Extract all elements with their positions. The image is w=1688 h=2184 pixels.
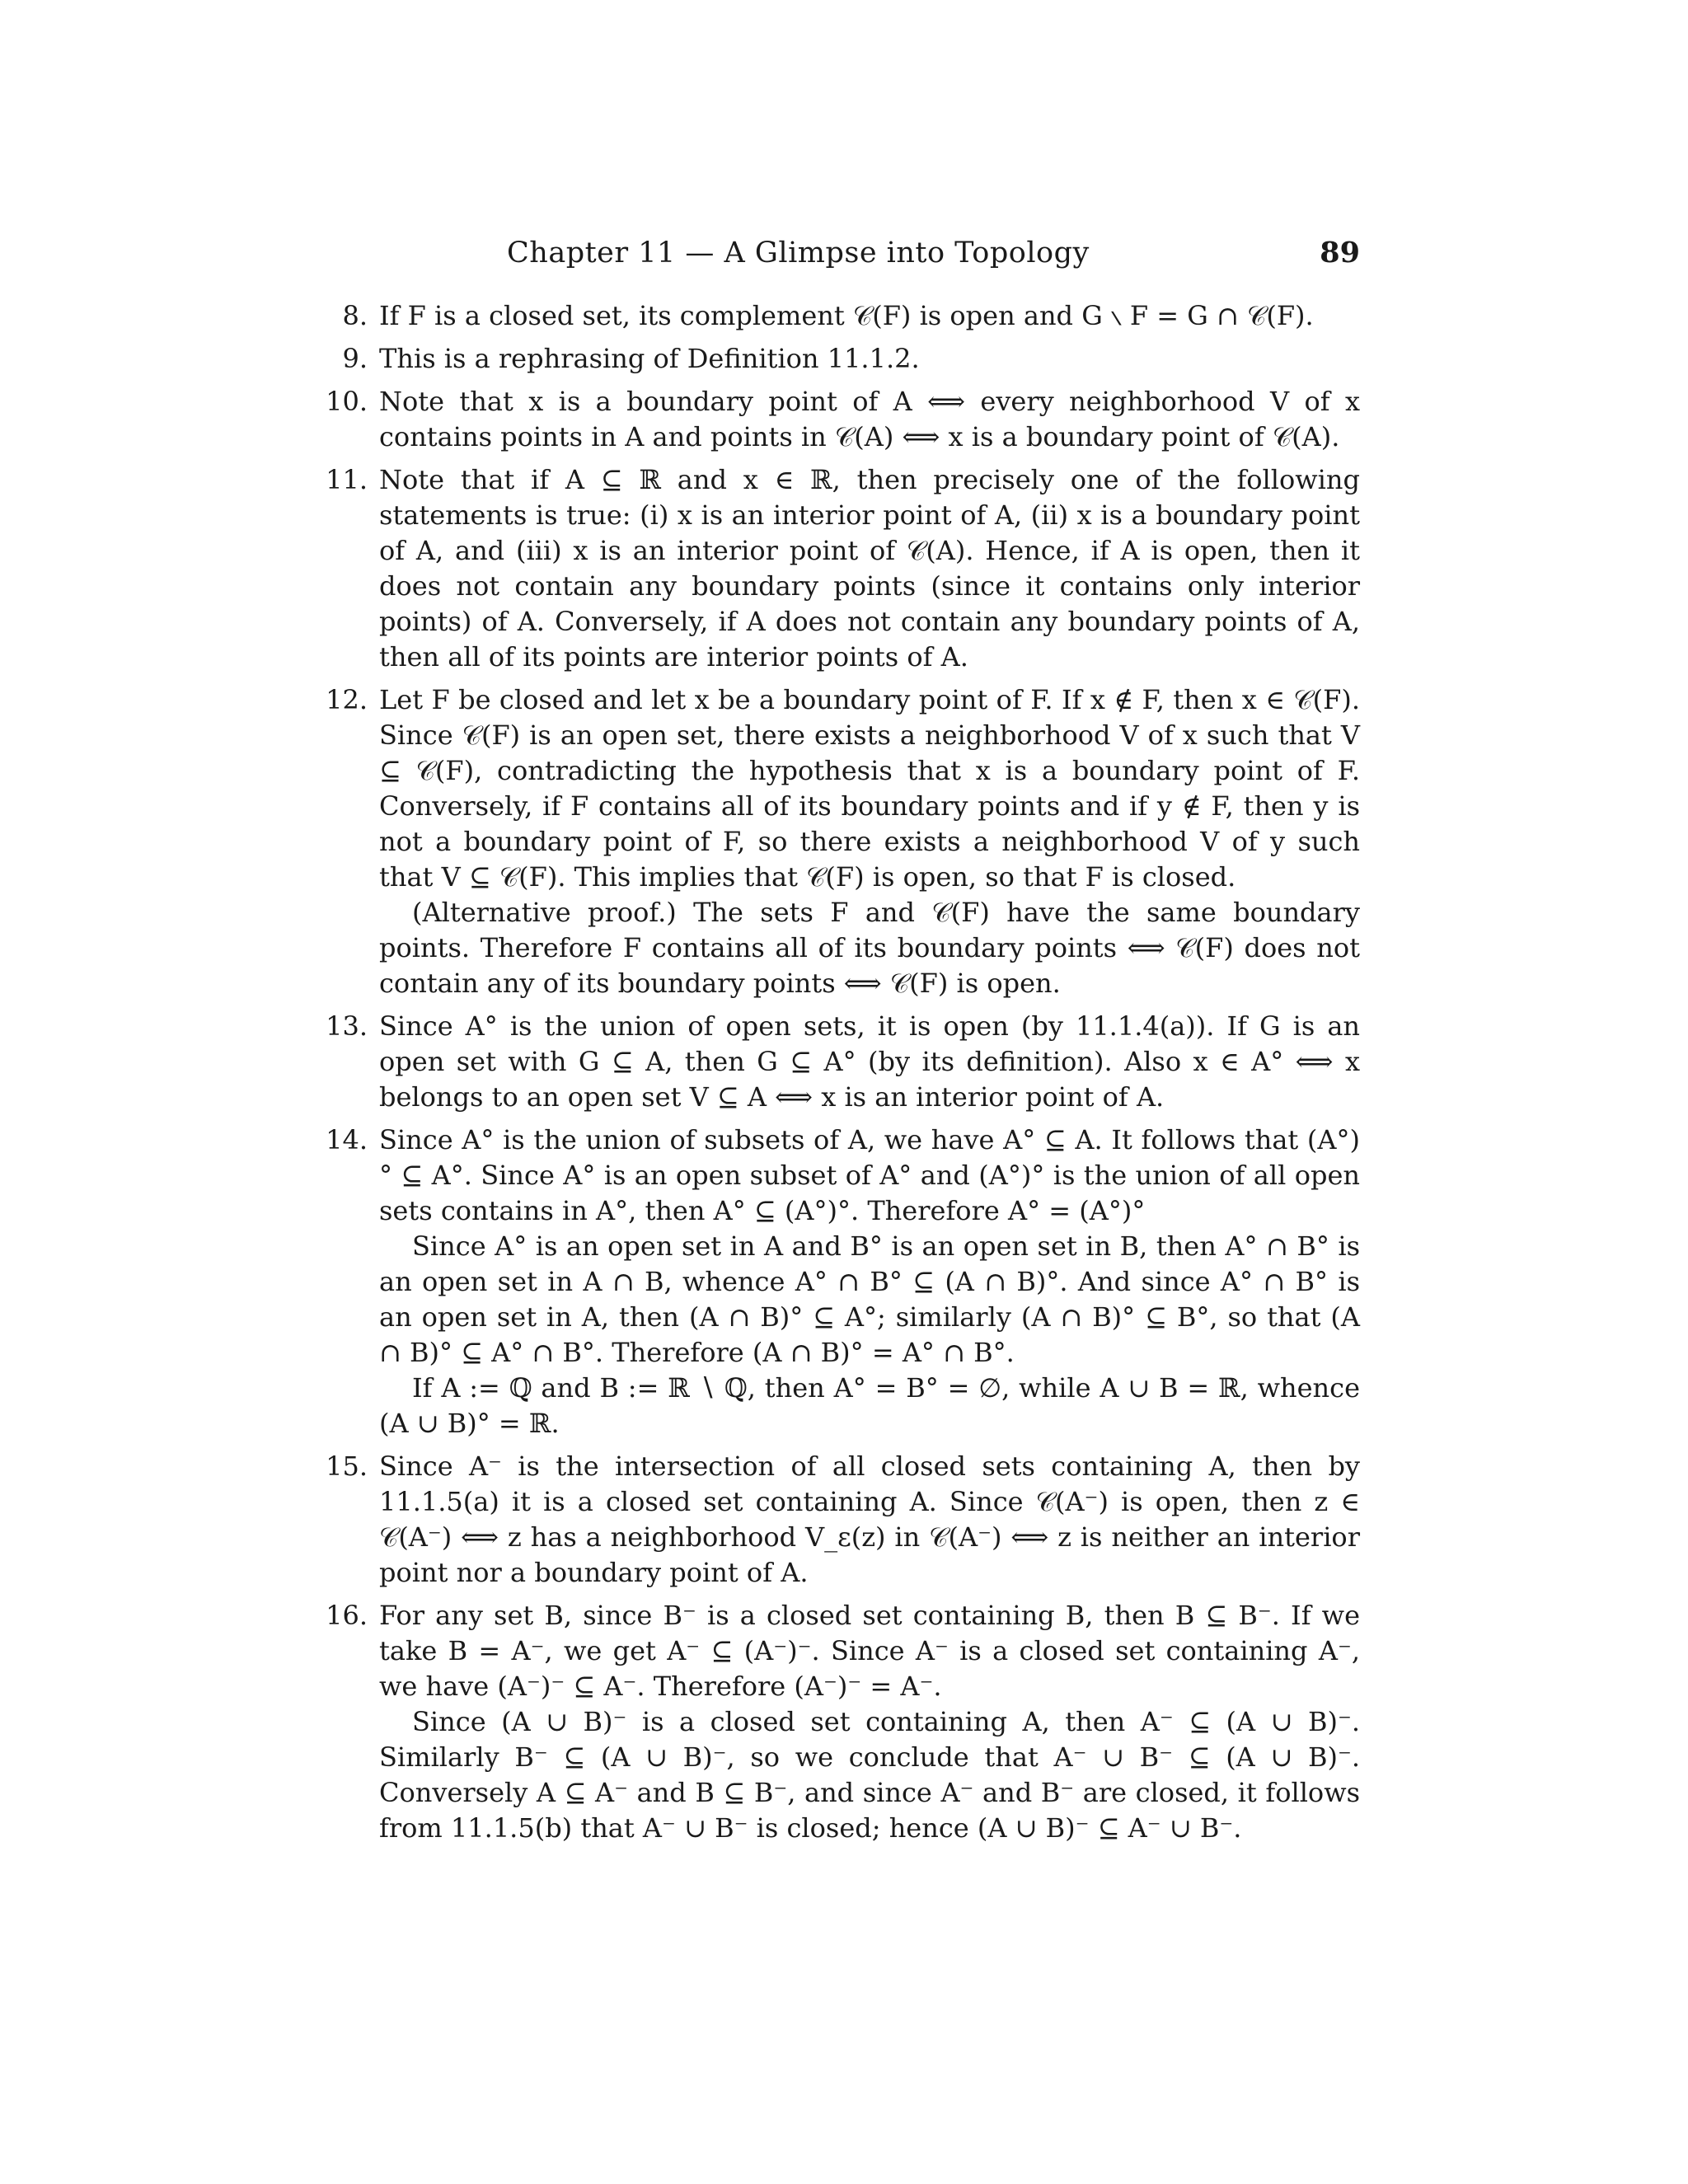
item-paragraph: Note that if A ⊆ ℝ and x ∈ ℝ, then precisely one of the following statements is true: (i) x is an interior point of A, (ii) x is a boundary point of A, and (iii) x is an interior point of 𝒞(A). Hence, if A is open, then it does not contain any boundary points (since it contains only interior points) of A. Conversely, if A does not contain any boundary points of A, then all of its points are interior points of A.: [379, 464, 1360, 673]
item-content: [379, 298, 1360, 334]
solution-item-11: [313, 462, 1360, 675]
page-number: 89: [1320, 236, 1360, 269]
item-content: [379, 341, 1360, 377]
item-number: 13.: [326, 1010, 368, 1042]
item-paragraph: If A := ℚ and B := ℝ ∖ ℚ, then A° = B° = ∅, while A ∪ B = ℝ, whence (A ∪ B)° = ℝ.: [379, 1372, 1360, 1439]
item-paragraph: Since A° is an open set in A and B° is an open set in B, then A° ∩ B° is an open set in A ∩ B, whence A° ∩ B° ⊆ (A ∩ B)°. And since A° ∩ B° is an open set in A, then (A ∩ B)° ⊆ A°; similarly (A ∩ B)° ⊆ B°, so that (A ∩ B)° ⊆ A° ∩ B°. Therefore (A ∩ B)° = A° ∩ B°.: [379, 1230, 1360, 1368]
solution-item-8: [313, 298, 1360, 334]
item-paragraph: For any set B, since B⁻ is a closed set containing B, then B ⊆ B⁻. If we take B = A⁻, we get A⁻ ⊆ (A⁻)⁻. Since A⁻ is a closed set containing A⁻, we have (A⁻)⁻ ⊆ A⁻. Therefore (A⁻)⁻ = A⁻.: [379, 1600, 1360, 1702]
solution-item-15: [313, 1449, 1360, 1591]
item-number: 8.: [342, 300, 368, 331]
item-content: [379, 384, 1360, 455]
item-paragraph: Since A° is the union of subsets of A, we have A° ⊆ A. It follows that (A°)° ⊆ A°. Since A° is an open subset of A° and (A°)° is the union of all open sets contains in A°, then A° ⊆ (A°)°. Therefore A° = (A°)°: [379, 1124, 1360, 1226]
item-content: [379, 1009, 1360, 1115]
item-content: [379, 1598, 1360, 1846]
item-number: 11.: [326, 464, 368, 495]
item-paragraph: If F is a closed set, its complement 𝒞(F) is open and G ∖ F = G ∩ 𝒞(F).: [379, 300, 1314, 331]
item-paragraph: Since A⁻ is the intersection of all closed sets containing A, then by 11.1.5(a) it is a closed set containing A. Since 𝒞(A⁻) is open, then z ∈ 𝒞(A⁻) ⟺ z has a neighborhood V_ε(z) in 𝒞(A⁻) ⟺ z is neither an interior point nor a boundary point of A.: [379, 1451, 1360, 1588]
item-paragraph: Let F be closed and let x be a boundary point of F. If x ∉ F, then x ∈ 𝒞(F). Since 𝒞(F) is an open set, there exists a neighborhood V of x such that V ⊆ 𝒞(F), contradicting the hypothesis that x is a boundary point of F. Conversely, if F contains all of its boundary points and if y ∉ F, then y is not a boundary point of F, so there exists a neighborhood V of y such that V ⊆ 𝒞(F). This implies that 𝒞(F) is open, so that F is closed.: [379, 684, 1360, 893]
solution-item-9: [313, 341, 1360, 377]
solution-item-16: [313, 1598, 1360, 1846]
item-number: 12.: [326, 684, 368, 715]
item-paragraph: (Alternative proof.) The sets F and 𝒞(F) have the same boundary points. Therefore F contains all of its boundary points ⟺ 𝒞(F) does not contain any of its boundary points ⟺ 𝒞(F) is open.: [379, 897, 1360, 999]
item-paragraph: Note that x is a boundary point of A ⟺ every neighborhood V of x contains points in A and points in 𝒞(A) ⟺ x is a boundary point of 𝒞(A).: [379, 386, 1360, 452]
item-number: 10.: [326, 386, 368, 417]
item-paragraph: Since (A ∪ B)⁻ is a closed set containing A, then A⁻ ⊆ (A ∪ B)⁻. Similarly B⁻ ⊆ (A ∪ B)⁻, so we conclude that A⁻ ∪ B⁻ ⊆ (A ∪ B)⁻. Conversely A ⊆ A⁻ and B ⊆ B⁻, and since A⁻ and B⁻ are closed, it follows from 11.1.5(b) that A⁻ ∪ B⁻ is closed; hence (A ∪ B)⁻ ⊆ A⁻ ∪ B⁻.: [379, 1706, 1360, 1844]
item-content: [379, 682, 1360, 1001]
item-number: 14.: [326, 1124, 368, 1155]
solution-list: [313, 298, 1360, 1854]
solution-item-14: [313, 1122, 1360, 1441]
item-number: 16.: [326, 1600, 368, 1631]
item-content: [379, 462, 1360, 675]
item-number: 9.: [342, 343, 368, 374]
solution-item-12: [313, 682, 1360, 1001]
item-number: 15.: [326, 1451, 368, 1482]
running-head-title: Chapter 11 — A Glimpse into Topology: [507, 237, 1090, 269]
item-content: [379, 1449, 1360, 1591]
item-paragraph: This is a rephrasing of Definition 11.1.2.: [379, 343, 920, 374]
solution-item-13: [313, 1009, 1360, 1115]
item-content: [379, 1122, 1360, 1441]
solution-item-10: [313, 384, 1360, 455]
running-head: [507, 232, 1360, 274]
item-paragraph: Since A° is the union of open sets, it is open (by 11.1.4(a)). If G is an open set with G ⊆ A, then G ⊆ A° (by its definition). Also x ∈ A° ⟺ x belongs to an open set V ⊆ A ⟺ x is an interior point of A.: [379, 1010, 1360, 1113]
